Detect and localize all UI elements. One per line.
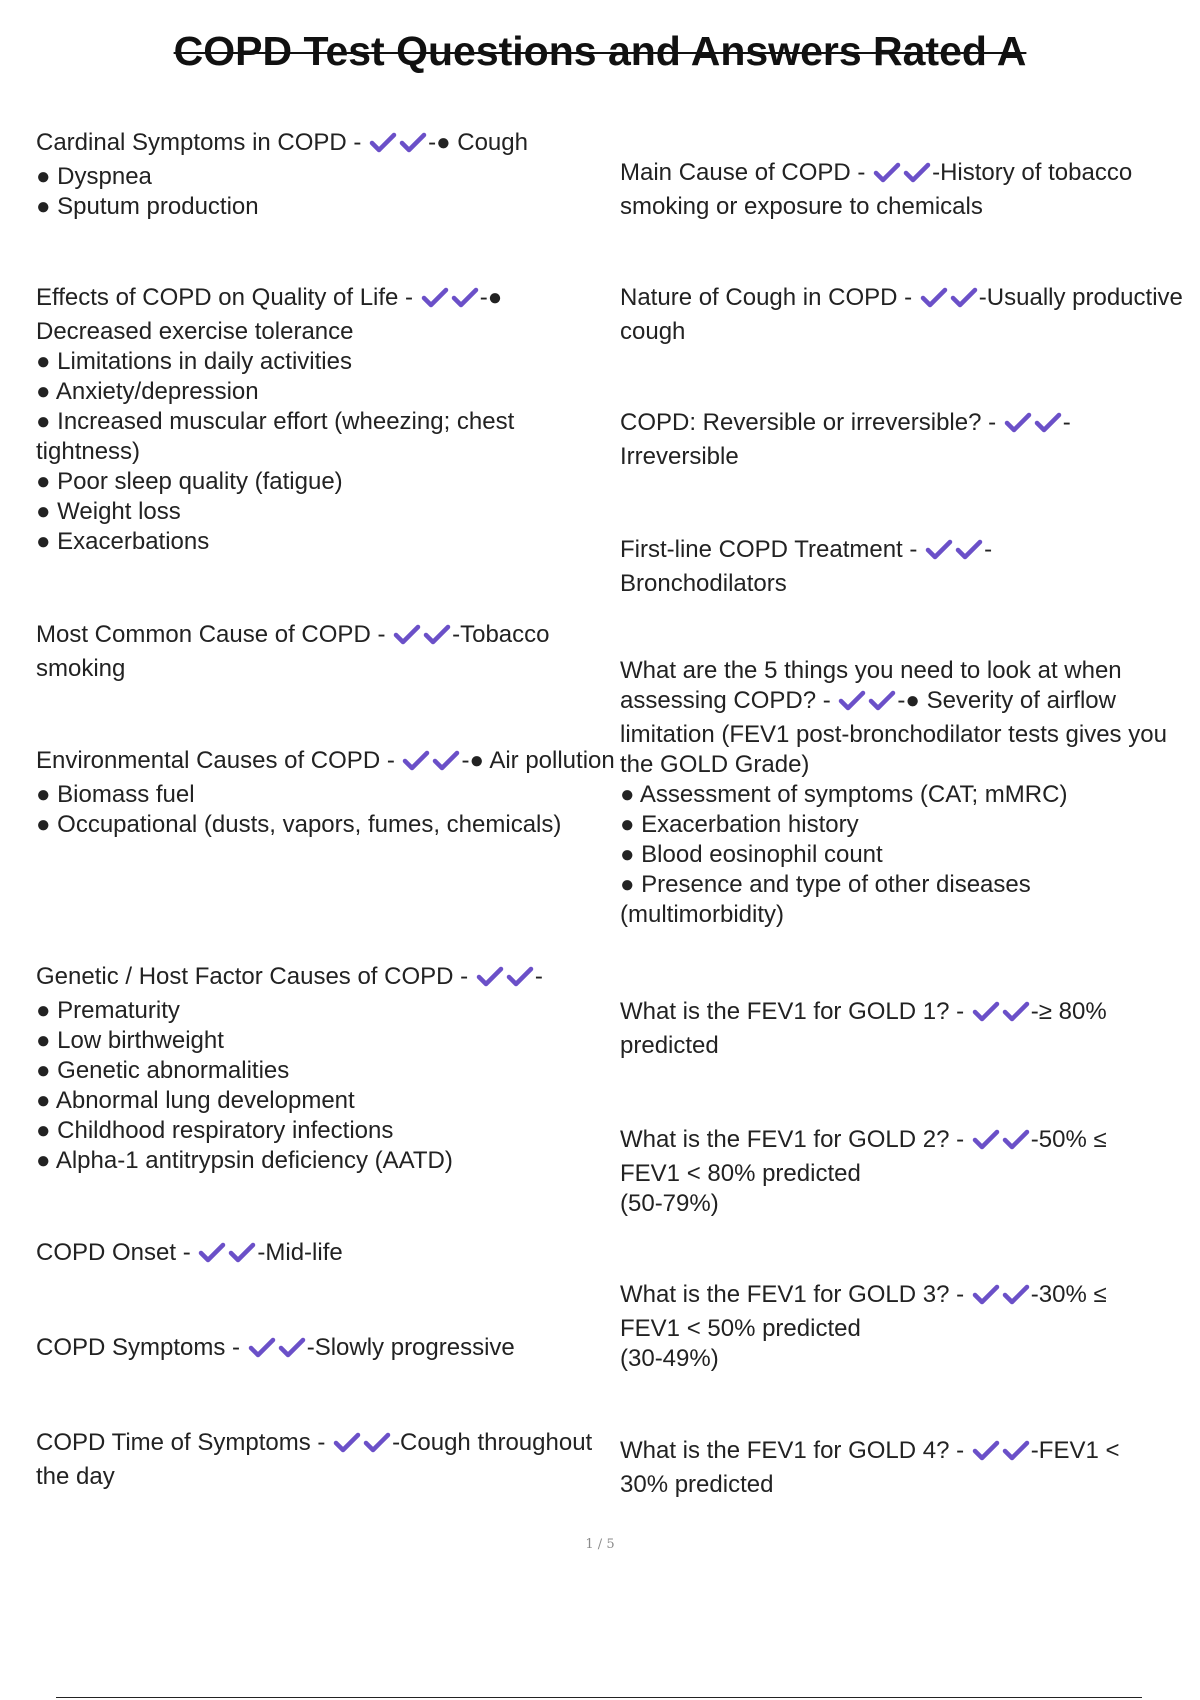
qa-card xyxy=(620,535,1190,599)
check-mark-icon xyxy=(838,690,866,720)
question-text: COPD: Reversible or irreversible? - xyxy=(620,409,1003,436)
qa-card xyxy=(620,1125,1190,1219)
question-text: Most Common Cause of COPD - xyxy=(36,621,393,648)
check-mark-icon xyxy=(920,287,948,317)
answer-text: -Cough throughout the day xyxy=(36,1429,599,1490)
check-mark-icon xyxy=(1034,412,1062,442)
check-mark-icon xyxy=(955,539,983,569)
qa-card xyxy=(36,283,616,557)
check-mark-icon xyxy=(421,287,449,317)
check-mark-icon xyxy=(399,132,427,162)
check-mark-icon xyxy=(476,966,504,996)
question-text: What is the FEV1 for GOLD 4? - xyxy=(620,1437,971,1464)
check-mark-icon xyxy=(506,966,534,996)
qa-card xyxy=(36,1333,616,1367)
check-mark-icon xyxy=(333,1432,361,1462)
question-text: What is the FEV1 for GOLD 1? - xyxy=(620,998,971,1025)
question-text: Main Cause of COPD - xyxy=(620,159,873,186)
answer-text: -Mid-life xyxy=(257,1239,343,1266)
answer-text: -≥ 80% predicted xyxy=(620,998,1114,1059)
qa-card xyxy=(36,620,616,684)
question-text: Nature of Cough in COPD - xyxy=(620,284,919,311)
answer-text: - Bronchodilators xyxy=(620,536,993,597)
check-mark-icon xyxy=(873,162,901,192)
question-text: Environmental Causes of COPD - xyxy=(36,747,402,774)
question-text: COPD Symptoms - xyxy=(36,1334,247,1361)
check-mark-icon xyxy=(432,750,460,780)
check-mark-icon xyxy=(423,624,451,654)
check-mark-icon xyxy=(369,132,397,162)
check-mark-icon xyxy=(950,287,978,317)
check-mark-icon xyxy=(972,1001,1000,1031)
check-mark-icon xyxy=(868,690,896,720)
answer-text: -FEV1 < 30% predicted xyxy=(620,1437,1120,1498)
answer-text: - ● Prematurity ● Low birthweight ● Genetic abnormalities ● Abnormal lung development ● Childhood respiratory infections ● Alpha-1 antitrypsin deficiency (AATD) xyxy=(36,963,543,1174)
answer-text: -● Air pollution ● Biomass fuel ● Occupational (dusts, vapors, fumes, chemicals) xyxy=(36,747,615,838)
check-mark-icon xyxy=(1004,412,1032,442)
question-text: What is the FEV1 for GOLD 3? - xyxy=(620,1281,971,1308)
question-text: Effects of COPD on Quality of Life - xyxy=(36,284,420,311)
check-mark-icon xyxy=(248,1337,276,1367)
footer-divider xyxy=(56,1697,1142,1698)
qa-card xyxy=(620,283,1190,347)
qa-card xyxy=(620,997,1190,1061)
check-mark-icon xyxy=(903,162,931,192)
answer-text: -History of tobacco smoking or exposure to chemicals xyxy=(620,159,1139,220)
check-mark-icon xyxy=(972,1129,1000,1159)
qa-card xyxy=(36,1238,616,1272)
check-mark-icon xyxy=(972,1440,1000,1470)
answer-text: -50% ≤ FEV1 < 80% predicted (50-79%) xyxy=(620,1126,1107,1217)
answer-text: -Slowly progressive xyxy=(306,1334,515,1361)
question-text: Genetic / Host Factor Causes of COPD - xyxy=(36,963,475,990)
page-number: 1 / 5 xyxy=(585,1537,615,1552)
check-mark-icon xyxy=(393,624,421,654)
question-text: First-line COPD Treatment - xyxy=(620,536,925,563)
check-mark-icon xyxy=(972,1284,1000,1314)
answer-text: -30% ≤ FEV1 < 50% predicted (30-49%) xyxy=(620,1281,1107,1372)
page-title: COPD Test Questions and Answers Rated A xyxy=(173,28,1027,74)
check-mark-icon xyxy=(925,539,953,569)
check-mark-icon xyxy=(402,750,430,780)
check-mark-icon xyxy=(363,1432,391,1462)
question-text: COPD Time of Symptoms - xyxy=(36,1429,333,1456)
qa-card xyxy=(620,408,1190,472)
answer-text: -● Severity of airflow limitation (FEV1 post-bronchodilator tests gives you the GOLD Grade) ● Assessment of symptoms (CAT; mMRC) ● Exacerbation history ● Blood eosinophil count ● Presence and type of other diseases (multimorbidity) xyxy=(620,687,1167,928)
qa-card xyxy=(36,1428,616,1492)
question-text: What are the 5 things you need to look at when assessing COPD? - xyxy=(620,657,1129,714)
check-mark-icon xyxy=(451,287,479,317)
answer-text: - Irreversible xyxy=(620,409,1071,470)
check-mark-icon xyxy=(1002,1440,1030,1470)
answer-text: -● Cough ● Dyspnea ● Sputum production xyxy=(36,129,528,220)
answer-text: -● Decreased exercise tolerance ● Limitations in daily activities ● Anxiety/depression ● Increased muscular effort (wheezing; chest tightness) ● Poor sleep quality (fatigue) ● Weight loss ● Exacerbations xyxy=(36,284,515,555)
question-text: What is the FEV1 for GOLD 2? - xyxy=(620,1126,971,1153)
qa-card xyxy=(36,746,616,840)
qa-card xyxy=(36,962,616,1176)
check-mark-icon xyxy=(1002,1284,1030,1314)
qa-card xyxy=(620,1436,1190,1500)
check-mark-icon xyxy=(228,1242,256,1272)
question-text: COPD Onset - xyxy=(36,1239,198,1266)
check-mark-icon xyxy=(1002,1129,1030,1159)
qa-card xyxy=(36,128,616,222)
answer-text: -Usually productive cough xyxy=(620,284,1190,345)
qa-card xyxy=(620,1280,1190,1374)
check-mark-icon xyxy=(1002,1001,1030,1031)
check-mark-icon xyxy=(278,1337,306,1367)
answer-text: -Tobacco smoking xyxy=(36,621,557,682)
question-text: Cardinal Symptoms in COPD - xyxy=(36,129,369,156)
qa-card xyxy=(620,656,1190,930)
check-mark-icon xyxy=(198,1242,226,1272)
qa-card xyxy=(620,158,1190,222)
